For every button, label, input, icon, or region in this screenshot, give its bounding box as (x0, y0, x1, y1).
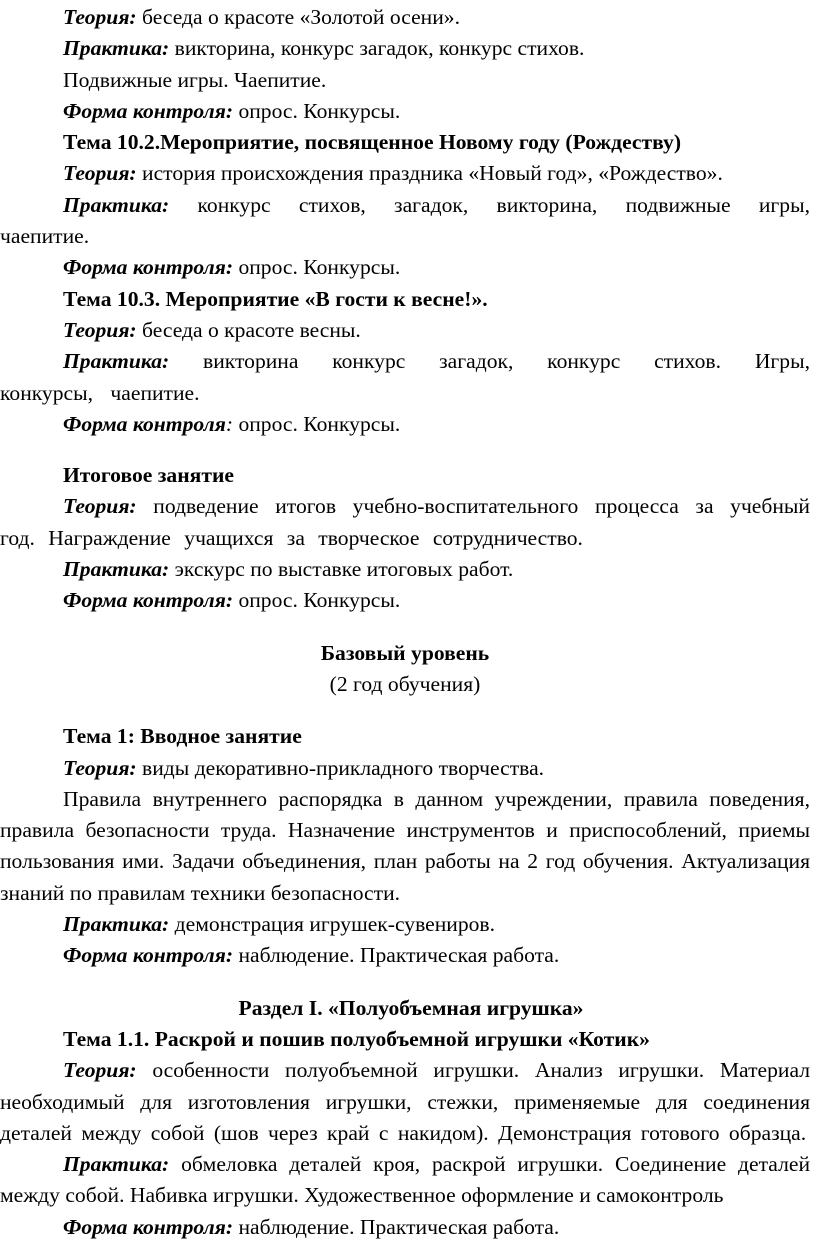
theory-label: Теория: (63, 1058, 137, 1083)
control-paragraph (0, 1212, 810, 1243)
topic-10-3-heading: Тема 10.3. Мероприятие «В гости к весне!». (63, 286, 488, 311)
blank-line (0, 972, 810, 993)
control-paragraph (0, 409, 810, 440)
practice-paragraph (0, 346, 810, 409)
theory-paragraph (0, 1055, 810, 1149)
control-label: Форма контроля: (63, 943, 234, 968)
control-text: опрос. Конкурсы. (238, 411, 401, 436)
topic-10-2-heading: Тема 10.2.Мероприятие, посвященное Новому году (Рождеству) (63, 130, 682, 155)
activities-paragraph: Подвижные игры. Чаепитие. (63, 67, 327, 92)
control-label: Форма контроля: (63, 1214, 234, 1239)
blank-line (0, 440, 810, 460)
practice-paragraph (0, 190, 810, 253)
control-label: Форма контроля: (63, 98, 234, 123)
practice-label: Практика: (63, 1152, 170, 1177)
control-text: опрос. Конкурсы. (238, 588, 401, 613)
theory-label: Теория: (63, 317, 137, 342)
rules-paragraph: Правила внутреннего распорядка в данном учреждении, правила поведения, правила безопасности труда. Назначение инструментов и приспособлений, приемы пользования ими. Задачи объединения, план работы на 2 год обучения. Актуализация знаний по правилам техники безопасности. (0, 786, 810, 905)
practice-label: Практика: (63, 349, 170, 374)
practice-paragraph (0, 909, 810, 940)
practice-label: Практика: (63, 192, 170, 217)
theory-label: Теория: (63, 161, 137, 186)
theory-text: виды декоративно-прикладного творчества. (142, 755, 545, 780)
topic-1-1-heading: Тема 1.1. Раскрой и пошив полуобъемной игрушки «Котик» (63, 1026, 650, 1051)
practice-text: викторина конкурс загадок, конкурс стихов. Игры, конкурсы, чаепитие. (0, 349, 810, 405)
level-heading: Базовый уровень (320, 640, 490, 665)
practice-paragraph (0, 1149, 810, 1212)
theory-text: особенности полуобъемной игрушки. Анализ игрушки. Материал необходимый для изготовления игрушки, стежки, применяемые для соединения деталей между собой (шов через край с накидом). Демонстрация готового образца. (0, 1058, 810, 1145)
control-text: наблюдение. Практическая работа. (238, 1214, 560, 1239)
practice-paragraph (0, 33, 810, 64)
control-label-colon: : (225, 411, 234, 436)
control-paragraph (0, 252, 810, 283)
theory-paragraph (0, 491, 810, 554)
control-paragraph (0, 585, 810, 616)
practice-text: экскурс по выставке итоговых работ. (174, 557, 514, 582)
section-1-heading: Раздел I. «Полуобъемная игрушка» (238, 995, 584, 1020)
practice-text: викторина, конкурс загадок, конкурс стихов. (174, 36, 585, 61)
control-label: Форма контроля: (63, 255, 234, 280)
theory-paragraph (0, 315, 810, 346)
theory-label: Теория: (63, 755, 137, 780)
practice-label: Практика: (63, 36, 170, 61)
theory-text: история происхождения праздника «Новый год», «Рождество». (142, 161, 723, 186)
theory-paragraph (0, 158, 810, 189)
control-paragraph (0, 96, 810, 127)
final-lesson-heading: Итоговое занятие (63, 463, 234, 488)
practice-text: демонстрация игрушек-сувениров. (174, 912, 496, 937)
practice-label: Практика: (63, 557, 170, 582)
theory-text: беседа о красоте весны. (142, 317, 361, 342)
control-paragraph (0, 940, 810, 971)
control-text: опрос. Конкурсы. (238, 98, 401, 123)
practice-text: конкурс стихов, загадок, викторина, подвижные игры, чаепитие. (0, 192, 810, 249)
theory-paragraph (0, 753, 810, 784)
control-text: опрос. Конкурсы. (238, 255, 401, 280)
theory-text: подведение итогов учебно-воспитательного процесса за учебный год. Награждение учащихся за творческое сотрудничество. (0, 494, 810, 550)
theory-label: Теория: (63, 5, 137, 29)
level-subtitle: (2 год обучения) (329, 671, 481, 696)
blank-line (0, 700, 810, 721)
control-label: Форма контроля (63, 411, 226, 436)
control-label: Форма контроля: (63, 588, 234, 613)
blank-line (0, 617, 810, 638)
practice-label: Практика: (63, 912, 170, 937)
topic-1-heading: Тема 1: Вводное занятие (63, 724, 302, 749)
theory-paragraph (0, 2, 810, 33)
theory-label: Теория: (63, 494, 137, 519)
control-text: наблюдение. Практическая работа. (238, 943, 560, 968)
practice-paragraph (0, 554, 810, 585)
theory-text: беседа о красоте «Золотой осени». (142, 5, 460, 29)
practice-text: обмеловка деталей кроя, раскрой игрушки. Соединение деталей между собой. Набивка игрушки. Художественное оформление и самоконтроль (0, 1152, 811, 1208)
